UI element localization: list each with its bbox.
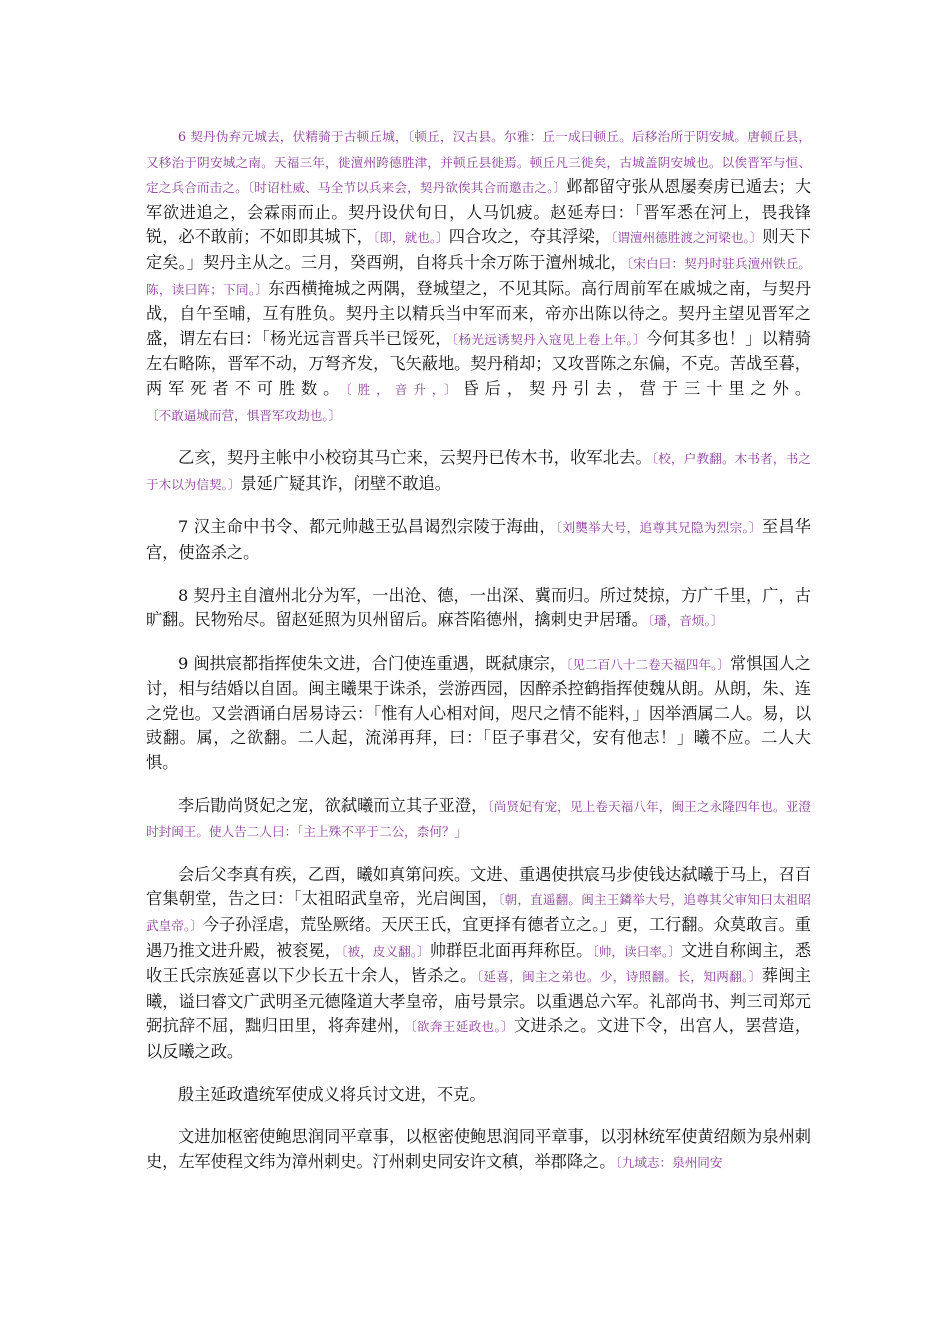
body-text: 景延广疑其诈，闭壁不敢追。 [240, 473, 451, 493]
annotation-text: 〔九域志：泉州同安 [615, 1154, 723, 1170]
annotation-text: 〔延喜，闽主之弟也。少，诗照翻。长，知两翻。〕 [476, 969, 762, 985]
body-text: 会后父李真有疾，乙酉，曦如真第问疾。文进、重遇使拱宸马步使钱达弑曦于马上，召百官集朝堂，告之曰：「太祖昭武皇帝，光启闽国， [146, 864, 811, 909]
annotation-text: 〔刘龑举大号，追尊其兄隐为烈宗。〕 [555, 520, 762, 536]
annotation-text: 〔朝，直遥翻。闽主王鏻举大号，追尊其父审知曰太祖昭武皇帝。〕 [146, 892, 812, 934]
body-text: 李后勖尚贤妃之宠，欲弑曦而立其子亚澄， [178, 795, 488, 815]
body-text: 四合攻之，夺其浮梁， [448, 227, 611, 247]
annotation-text: 6 契丹伪弃元城去，伏精骑于古顿丘城，〔顿丘，汉古县。尔雅：丘一成曰顿丘。后移治所于阴安城。唐顿丘县，又移治于阴安城之南。天福三年，徙澶州跨德胜津，并顿丘县徙焉。顿丘凡三徙矣，古城盖阴安城也。以俟晋军与恒、定之兵合而击之。〔时诏杜威、马全节以兵来会，契丹欲俟其合而邀击之。〕 [146, 129, 811, 196]
annotation-text: 〔杨光远诱契丹入寇见上卷上年。〕 [451, 331, 647, 347]
annotation-text: 〔见二百八十二卷天福四年。〕 [566, 656, 730, 672]
annotation-text: 〔被，皮义翻。〕 [341, 943, 430, 959]
paragraph [146, 515, 811, 565]
body-text: 葬闽主曦，谥曰睿文广武明圣元德隆道大孝皇帝，庙号景宗。以重遇总六军。礼部尚书、判三司郑元弼抗辞不屈，黜归田里，将奔建州， [146, 966, 812, 1036]
body-text: 文进杀之。文进下令，出宫人，罢营造，以反曦之政。 [146, 1016, 812, 1061]
annotation-text: 〔尚贤妃有宠，见上卷天福八年，闽王之永隆四年也。亚澄时封闽王。使人告二人曰：「主上殊不平于二公，柰何？」 [146, 798, 812, 840]
paragraph [146, 124, 811, 428]
body-text: 则天下定矣。」契丹主从之。三月，癸酉朔，自将兵十余万陈于澶州城北， [146, 227, 812, 272]
paragraph [146, 1083, 811, 1108]
annotation-text: 〔谓澶州德胜渡之河梁也。〕 [610, 230, 763, 246]
paragraph [146, 584, 811, 634]
annotation-text: 〔宋白曰：契丹时驻兵澶州铁丘。陈，读曰阵；下同。〕 [146, 255, 811, 297]
body-text: 乙亥，契丹主帐中小校窃其马亡来，云契丹已传木书，收军北去。 [178, 448, 652, 468]
annotation-text: 〔欲奔王延政也。〕 [410, 1019, 515, 1035]
annotation-text: 〔即，就也。〕 [373, 230, 449, 246]
body-text: 至昌华宫，使盗杀之。 [146, 517, 811, 562]
body-text: 文进加枢密使鲍思润同平章事，以枢密使鲍思润同平章事，以羽林统军使黄绍颇为泉州刺史，左军使程文纬为漳州刺史。汀州刺史同安许文稹，举郡降之。 [146, 1127, 811, 1171]
body-text: 8 契丹主自澶州北分为军，一出沧、德，一出深、冀而归。所过焚掠，方广千里，广，古旷翻。民物殆尽。留赵延照为贝州留后。麻荅陷德州，擒刺史尹居璠。 [146, 585, 811, 630]
paragraph [146, 863, 811, 1065]
annotation-text: 〔不敢逼城而营，惧晋军攻劫也。〕 [146, 407, 342, 423]
paragraph [146, 446, 811, 497]
body-text: 今子孙淫虐，荒坠厥绪。天厌王氏，宜更择有德者立之。」更，工行翻。众莫敢言。重遇乃推文进升殿，被衮冕， [146, 915, 811, 960]
body-text: 帅群臣北面再拜称臣。 [429, 940, 593, 960]
body-text: 文进自称闽主，悉收王氏宗族延喜以下少长五十余人，皆杀之。 [146, 940, 812, 986]
paragraph [146, 652, 811, 776]
body-text: 7 汉主命中书令、都元帅越王弘昌谒烈宗陵于海曲， [178, 517, 556, 537]
body-text: 东西横掩城之两隅，登城望之，不见其际。高行周前军在戚城之南，与契丹战，自午至晡，互有胜负。契丹主以精兵当中军而来，帝亦出陈以待之。契丹主望见晋军之盛，谓左右曰：「杨光远言晋兵半已馁死， [146, 278, 812, 348]
annotation-text: 〔校，户教翻。木书者，书之于木以为信契。〕 [146, 451, 811, 492]
body-text: 昏后，契丹引去，营于三十里之外。 [462, 378, 812, 398]
document-page [146, 124, 811, 1193]
body-text: 邺都留守张从恩屡奏虏已遁去；大军欲进追之，会霖雨而止。契丹设伏旬日，人马饥疲。赵延寿曰：「晋军悉在河上，畏我锋锐，必不敢前；不如即其城下， [146, 177, 812, 247]
paragraph [146, 1125, 811, 1175]
annotation-text: 〔璠，音烦。〕 [647, 613, 724, 629]
annotation-text: 〔帅，读曰率。〕 [592, 943, 682, 959]
body-text: 常惧国人之讨，相与结婚以自固。闽主曦果于诛杀，尝游西园，因醉杀控鹤指挥使魏从朗。从朗，朱、连之党也。又尝酒诵白居易诗云：「惟有人心相对间，咫尺之情不能料，」因举酒属二人。易，以豉翻。属，之欲翻。二人起，流涕再拜，曰：「臣子事君父，安有他志！」曦不应。二人大惧。 [146, 653, 811, 773]
annotation-text: 〔胜，音升，〕 [345, 381, 463, 397]
paragraph [146, 794, 811, 845]
body-text: 殷主延政遣统军使成义将兵讨文进，不克。 [178, 1084, 486, 1104]
body-text: 今何其多也！」以精骑左右略陈，晋军不动，万弩齐发，飞矢蔽地。契丹稍却；又攻晋陈之东偏，不克。苦战至暮，两军死者不可胜数。 [146, 328, 812, 398]
body-text: 9 闽拱宸都指挥使朱文进，合门使连重遇，既弑康宗， [178, 653, 567, 673]
